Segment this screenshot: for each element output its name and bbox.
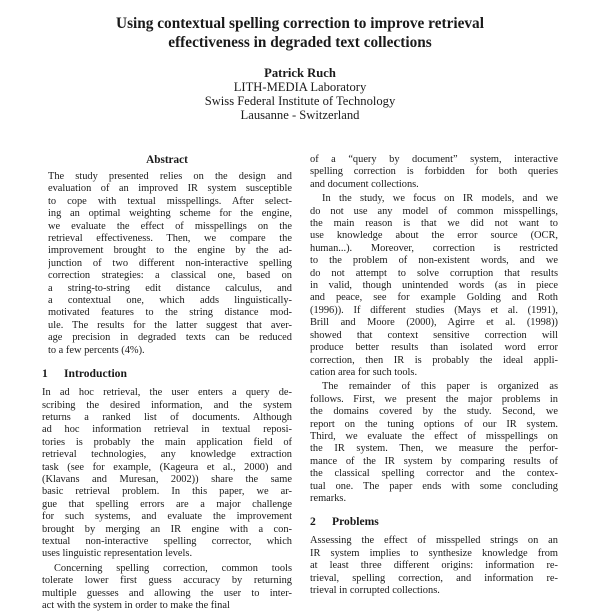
text-line: The remainder of this paper is organized as — [322, 381, 558, 393]
text-line: Concerning spelling correction, common tools — [54, 562, 292, 574]
text-line: a contextual one, which adds linguistically- — [48, 295, 292, 307]
text-line: gue that spelling errors are a major challenge — [42, 498, 292, 510]
text-line: ing an optimal weighting scheme for the engine, — [48, 208, 292, 220]
text-line: tual one. The paper ends with some concluding — [310, 480, 558, 492]
text-line: textual non-interactive spelling corrector, which — [42, 535, 292, 547]
text-line: of a “query by document” system, interactive — [310, 154, 558, 165]
text-line: report on the tuning options of our IR system. — [310, 418, 558, 430]
text-line: evaluation of an improved IR system susceptible — [48, 183, 292, 195]
text-line: we evaluate the effect of misspellings on the — [48, 220, 292, 232]
text-line: showed that context sensitive correction will — [310, 329, 558, 341]
text-line: In ad hoc retrieval, the user enters a query de- — [42, 387, 292, 399]
body-paragraph — [310, 381, 558, 505]
section-number: 1 — [42, 367, 48, 381]
abstract-heading: Abstract — [146, 154, 188, 166]
body-paragraph — [310, 154, 558, 191]
text-line: and peace, see for example Golding and Roth — [310, 292, 558, 304]
text-line: correction, then IR is probably the ideal appli- — [310, 354, 558, 366]
text-line: uses linguistic representation levels. — [42, 548, 193, 560]
text-line: improvement brought to the engine by the ad- — [48, 245, 292, 257]
text-line: mance of the IR system by comparing results of — [310, 455, 558, 467]
text-line: to cope with textual misspellings. After select- — [48, 195, 292, 207]
text-line: correction strategies: a classical one, based on — [48, 270, 292, 282]
text-line: ule. The results for the latter suggest that aver- — [48, 319, 292, 331]
text-line: task (see for example, (Kageura et al., 2000) and — [42, 461, 292, 473]
affiliation-line: Swiss Federal Institute of Technology — [204, 94, 396, 108]
title-line: effectiveness in degraded text collections — [168, 34, 432, 51]
body-paragraph — [310, 535, 558, 597]
section-title: Problems — [332, 515, 379, 529]
text-line: In the study, we focus on IR models, and we — [322, 193, 558, 205]
text-line: Third, we evaluate the effect of misspellings on — [310, 430, 558, 442]
text-line: (Klavans and Muresan, 2002)) share the same — [42, 473, 292, 485]
text-line: the IR system. Then, we measure the perfor- — [310, 443, 558, 455]
text-line: in valid, though unintended words (as in piece — [310, 280, 558, 292]
section-heading-problems — [310, 515, 558, 529]
left-column — [42, 154, 292, 612]
text-line: remarks. — [310, 492, 347, 504]
text-line: to a few percents (4%). — [48, 344, 145, 356]
text-line: retrieval technologies, any knowledge extraction — [42, 449, 292, 461]
text-line: and document collections. — [310, 178, 419, 190]
text-line: cation area for such tools. — [310, 366, 418, 378]
text-line: scribing the desired information, and the system — [42, 399, 292, 411]
body-paragraph — [310, 193, 558, 379]
section-number: 2 — [310, 515, 316, 529]
text-line: ad hoc information retrieval in textual reposi- — [42, 424, 292, 436]
paper-title — [50, 14, 550, 52]
text-line: IR system implies to synthesize knowledge from — [310, 547, 558, 559]
affiliation-line: Lausanne - Switzerland — [240, 108, 360, 122]
text-line: at least three different origins: information re- — [310, 560, 558, 572]
abstract-text — [42, 171, 292, 357]
text-line: a string-to-string edit distance calculus, and — [48, 282, 292, 294]
title-line: Using contextual spelling correction to improve retrieval — [116, 15, 484, 32]
text-line: act with the system in order to make the final — [42, 600, 230, 611]
text-line: motivated features to the string distance mod- — [48, 307, 292, 319]
text-line: the main reason is that we did not want to — [310, 218, 558, 230]
right-column — [310, 154, 558, 597]
text-line: junction of two different non-interactive spelling — [48, 257, 292, 269]
section-heading-introduction — [42, 367, 292, 381]
text-line: tolerate lower first guess accuracy by returning — [42, 575, 292, 587]
text-line: human...). Moreover, correction is restricted — [310, 242, 558, 254]
text-line: Assessing the effect of misspelled strings on an — [310, 535, 558, 547]
text-line: returns a ranked list of documents. Although — [42, 411, 292, 423]
text-line: produce better results than isolated word error — [310, 342, 558, 354]
text-line: basic retrieval problem. In this paper, we ar- — [42, 486, 292, 498]
text-line: age precision in degraded texts can be reduced — [48, 332, 292, 344]
text-line: spelling correction is forbidden for both queries — [310, 166, 558, 178]
text-line: tories is probably the main application field of — [42, 436, 292, 448]
text-line: for such systems, and evaluate the improvement — [42, 511, 292, 523]
text-line: do not use any model of common misspellings, — [310, 205, 558, 217]
text-line: use knowledge about the error source (OCR, — [310, 230, 558, 242]
text-line: follows. First, we present the major problems in — [310, 393, 558, 405]
text-line: The study presented relies on the design and — [48, 171, 292, 182]
text-line: to the problem of non-existent words, and we — [310, 255, 558, 267]
text-line: multiple guesses and allowing the user to inter- — [42, 587, 292, 599]
text-line: trieval in corrupted collections. — [310, 585, 440, 596]
text-line: brought by merging an IR engine with a con- — [42, 523, 292, 535]
section-title: Introduction — [64, 367, 127, 381]
text-line: do not attempt to solve corruption that results — [310, 267, 558, 279]
text-line: the domains covered by the study. Second, we — [310, 406, 558, 418]
text-line: Brill and Moore (2000), Agirre et al. (1998)) — [310, 317, 558, 329]
intro-paragraph — [42, 563, 292, 612]
text-line: retrieval effectiveness. Then, we compare the — [48, 233, 292, 245]
affiliation-line: LITH-MEDIA Laboratory — [233, 80, 367, 94]
author-name: Patrick Ruch — [264, 66, 336, 80]
intro-paragraph — [42, 387, 292, 561]
text-line: (1996)). If different studies (Mays et al. (1991), — [310, 304, 558, 316]
author-block — [120, 66, 480, 122]
text-line: trieval, spelling correction, and information re- — [310, 572, 558, 584]
text-line: the classical spelling corrector and the contex- — [310, 468, 558, 480]
